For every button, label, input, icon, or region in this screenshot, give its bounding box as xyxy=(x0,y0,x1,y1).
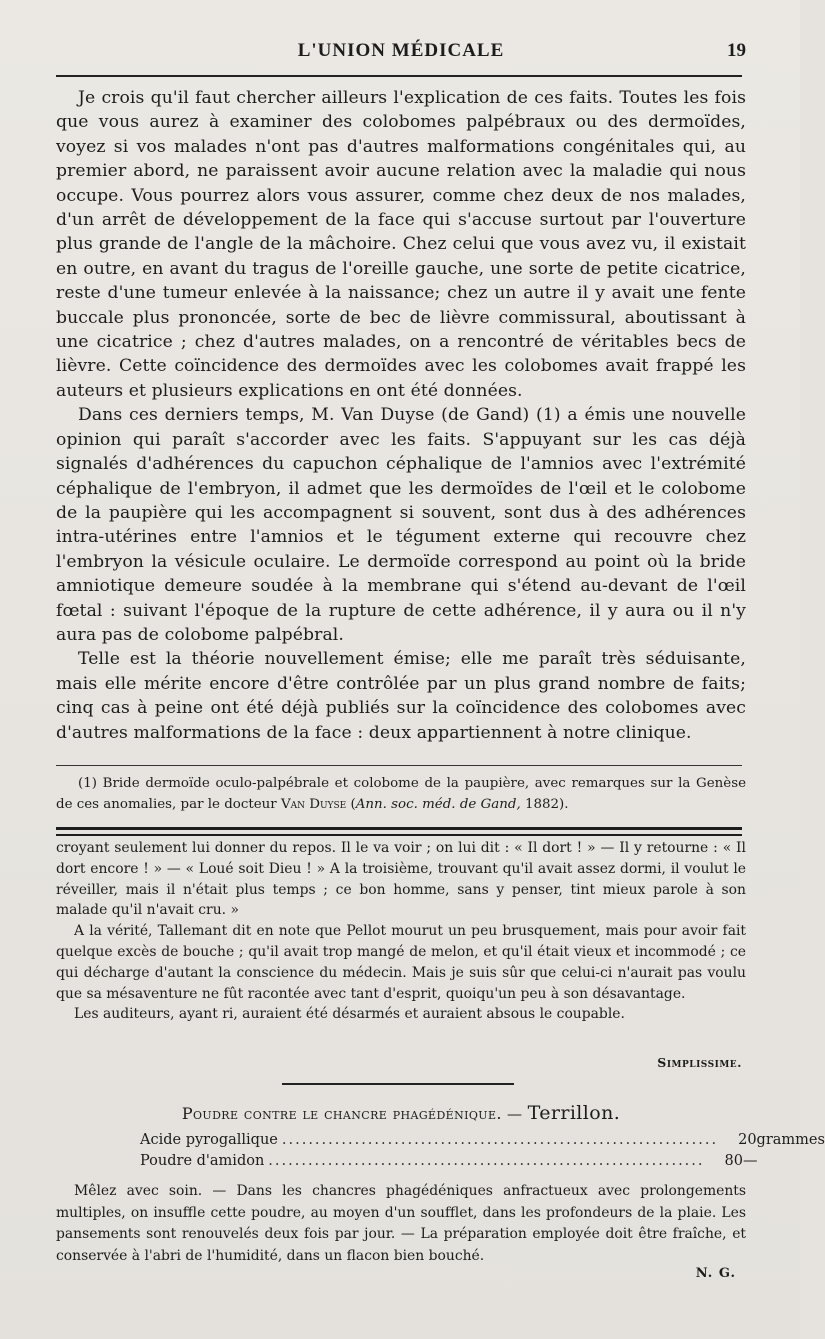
footnote-text-before: (1) Bride dermoïde oculo-palpébrale et colobome de la paupière, avec remarques sur la Genèse de ces anomalies, par le docteur xyxy=(56,776,746,812)
ingredient-row xyxy=(140,1130,825,1151)
leader-dots: .................................................................. xyxy=(268,1153,705,1169)
leader-dots: .................................................................. xyxy=(281,1132,719,1148)
ingredient-row xyxy=(140,1151,758,1172)
ingredient-list xyxy=(140,1130,825,1172)
ingredient-name: Poudre d'amidon xyxy=(140,1153,265,1169)
section-short-rule xyxy=(282,1083,514,1085)
paragraph: Je crois qu'il faut chercher ailleurs l'explication de ces faits. Toutes les fois que vous aurez à examiner des colobomes palpébraux ou des dermoïdes, voyez si vos malades n'ont pas d'autres malformations congénitales qui, au premier abord, ne paraissent avoir aucune relation avec la maladie qui nous occupe. Vous pourrez alors vous assurer, comme chez deux de nos malades, d'un arrêt de développement de la face qui s'accuse surtout par l'ouverture plus grande de l'angle de la mâchoire. Chez celui que vous avez vu, il existait en outre, en avant du tragus de l'oreille gauche, une sorte de petite cicatrice, reste d'une tumeur enlevée à la naissance; chez un autre il y avait une fente buccale plus prononcée, sorte de bec de lièvre commissural, aboutissant à une cicatrice ; chez d'autres malades, on a rencontré de véritables becs de lièvre. Cette coïncidence des dermoïdes avec les colobomes avait frappé les auteurs et plusieurs explications en ont été données. xyxy=(56,88,746,401)
running-title: L'UNION MÉDICALE xyxy=(297,40,505,61)
paragraph: Mêlez avec soin. — Dans les chancres phagédéniques anfractueux avec prolongements multiples, on insuffle cette poudre, au moyen d'un soufflet, dans les profondeurs de la plaie. Les pansements sont renouvelés deux fois par jour. — La préparation employée doit être fraîche, et conservée à l'abri de l'humidité, dans un flacon bien bouché. xyxy=(56,1183,746,1264)
anecdote-text xyxy=(56,838,746,1025)
ingredient-quantity: 20 xyxy=(738,1132,757,1148)
page-number: 19 xyxy=(727,40,746,61)
paragraph: Telle est la théorie nouvellement émise; elle me paraît très séduisante, mais elle mérite encore d'être contrôlée par un plus grand nombre de faits; cinq cas à peine ont été déjà publiés sur la coïncidence des colobomes avec d'autres malformations de la face : deux appartiennent à notre clinique. xyxy=(56,649,746,743)
recipe-name: Poudre contre le chancre phagédénique. xyxy=(181,1104,502,1123)
ingredient-name: Acide pyrogallique xyxy=(140,1132,278,1148)
running-header xyxy=(56,34,746,68)
footnote-text-middle: ( xyxy=(346,797,356,812)
footnote-author: Van Duyse xyxy=(280,797,347,812)
ingredient-unit: — xyxy=(742,1153,758,1169)
recipe-author: Terrillon. xyxy=(527,1102,621,1124)
main-text xyxy=(56,86,746,745)
recipe-instructions xyxy=(56,1181,746,1267)
footnote-journal: Ann. soc. méd. de Gand, xyxy=(355,797,521,812)
paragraph: Les auditeurs, ayant ri, auraient été désarmés et auraient absous le coupable. xyxy=(74,1006,625,1023)
footnote-rule xyxy=(56,765,742,766)
ingredient-quantity: 80 xyxy=(724,1153,743,1169)
footnote-text xyxy=(56,773,746,815)
recipe-title xyxy=(56,1102,746,1124)
section-double-rule xyxy=(56,827,742,836)
footnote xyxy=(56,773,746,815)
signature: Simplissime. xyxy=(657,1055,742,1070)
author-initials: N. G. xyxy=(695,1266,736,1281)
paragraph: Dans ces derniers temps, M. Van Duyse (de Gand) (1) a émis une nouvelle opinion qui paraît s'accorder avec les faits. S'appuyant sur les cas déjà signalés d'adhérences du capuchon céphalique de l'amnios avec l'extrémité céphalique de l'embryon, il admet que les dermoïdes de l'œil et le colobome de la paupière qui les accompagnent si souvent, sont dus à des adhérences intra-utérines entre l'amnios et le tégument externe qui recouvre chez l'embryon la vésicule oculaire. Le dermoïde correspond au point où la bride amniotique demeure soudée à la membrane qui s'étend au-devant de l'œil fœtal : suivant l'époque de la rupture de cette adhérence, il y aura ou il n'y aura pas de colobome palpébral. xyxy=(56,405,746,645)
ingredient-unit: grammes xyxy=(756,1132,825,1148)
paragraph: croyant seulement lui donner du repos. Il le va voir ; on lui dit : « Il dort ! » — Il y retourne : « Il dort encore ! » — « Loué soit Dieu ! » A la troisième, trouvant qu'il avait assez dormi, il voulut le réveiller, mais il n'était plus temps ; ce bon homme, sans y penser, tint mieux parole à son malade qu'il n'avait cru. » xyxy=(56,840,746,919)
recipe-dash: — xyxy=(501,1105,528,1123)
footnote-text-after: 1882). xyxy=(520,797,569,812)
header-rule xyxy=(56,75,742,77)
paragraph: A la vérité, Tallemant dit en note que Pellot mourut un peu brusquement, mais pour avoir fait quelque excès de bouche ; qu'il avait trop mangé de melon, et qu'il était vieux et incommodé ; ce qui décharge d'autant la conscience du médecin. Mais je suis sûr que celui-ci n'aurait pas voulu que sa mésaventure ne fût racontée avec tant d'esprit, quoiqu'un peu à son désavantage. xyxy=(56,923,746,1002)
